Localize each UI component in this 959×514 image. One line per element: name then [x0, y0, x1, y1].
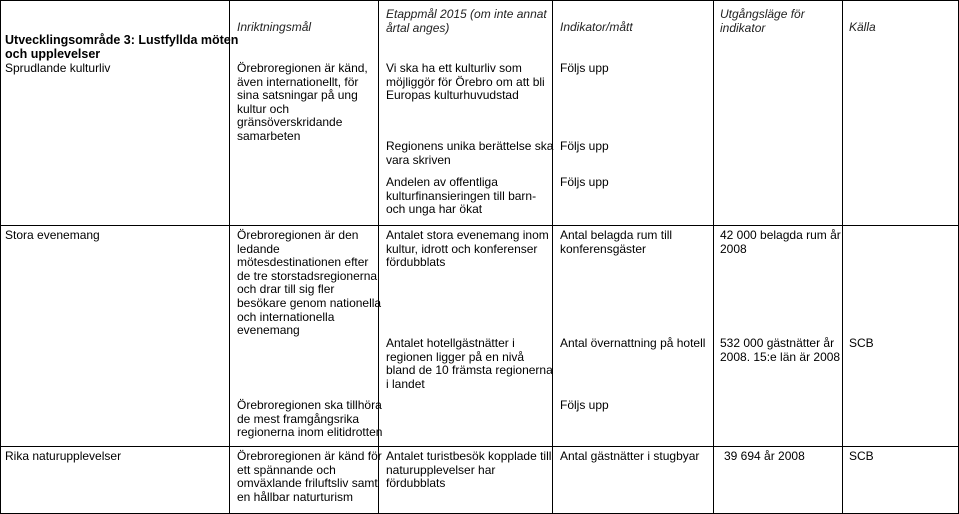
column-divider	[552, 0, 553, 514]
row-3-goal: Örebroregionen är känd för ett spännande och omväxlande friluftsliv samt en hållbar naturturism	[237, 449, 382, 504]
header-utgangslage: Utgångsläge för indikator	[720, 7, 805, 35]
row-1-target-2-indikator: Följs upp	[560, 139, 609, 153]
header-indikator: Indikator/mått	[560, 20, 633, 34]
row-3-target-1-indikator: Antal gästnätter i stugbyar	[560, 449, 700, 463]
header-kalla: Källa	[849, 20, 876, 34]
row-3-target-1-utgang: 39 694 år 2008	[724, 449, 805, 463]
row-2-area: Stora evenemang	[5, 228, 100, 242]
row-3-target-1-etapp: Antalet turistbesök kopplade till naturupplevelser har fördubblats	[386, 449, 552, 491]
row-1-target-3-etapp: Andelen av offentliga kulturfinansieringen till barn- och unga har ökat	[386, 175, 537, 217]
row-1-target-3-indikator: Följs upp	[560, 175, 609, 189]
row-1-area: Sprudlande kulturliv	[5, 61, 111, 75]
table-top-border	[0, 0, 959, 1]
row-1-target-1-indikator: Följs upp	[560, 61, 609, 75]
row-2-target-2-indikator: Antal övernattning på hotell	[560, 336, 706, 350]
row-2-target-2-kalla: SCB	[849, 336, 874, 350]
row-1-target-1-etapp: Vi ska ha ett kulturliv som möjliggör för Örebro om att bli Europas kulturhuvudstad	[386, 61, 545, 103]
row-2-target-1-indikator: Antal belagda rum till konferensgäster	[560, 228, 673, 256]
row-1-goal: Örebroregionen är känd, även internationellt, för sina satsningar på ung kultur och gränsöverskridande samarbeten	[237, 61, 368, 143]
row-divider	[0, 446, 959, 447]
table-left-border	[0, 0, 1, 514]
row-2-target-1-etapp: Antalet stora evenemang inom kultur, idrott och konferenser fördubblats	[386, 228, 549, 270]
row-1-target-2-etapp: Regionens unika berättelse ska vara skriven	[386, 139, 554, 167]
row-2-target-2-etapp: Antalet hotellgästnätter i regionen ligger på en nivå bland de 10 främsta regionerna i landet	[386, 336, 553, 391]
row-divider	[0, 225, 959, 226]
row-2-target-3-indikator: Följs upp	[560, 398, 609, 412]
column-divider	[842, 0, 843, 514]
header-etappmal: Etappmål 2015 (om inte annat årtal anges)	[386, 7, 547, 35]
header-inriktningsmal: Inriktningsmål	[237, 20, 312, 34]
row-3-target-1-kalla: SCB	[849, 449, 874, 463]
row-2-goal: Örebroregionen är den ledande mötesdestinationen efter de tre storstadsregionerna och drar till sig fler besökare genom nationella och internationella evenemang	[237, 228, 382, 338]
row-3-area: Rika naturupplevelser	[5, 449, 122, 463]
row-2-goal-2: Örebroregionen ska tillhöra de mest framgångsrika regionerna inom elitidrotten	[237, 398, 383, 440]
area-title: Utvecklingsområde 3: Lustfyllda möten och upplevelser	[5, 33, 239, 61]
row-2-target-2-utgang: 532 000 gästnätter år 2008. 15:e län är 2008	[720, 336, 841, 364]
column-divider	[713, 0, 714, 514]
row-2-target-1-utgang: 42 000 belagda rum år 2008	[720, 228, 841, 256]
column-divider	[229, 0, 230, 514]
